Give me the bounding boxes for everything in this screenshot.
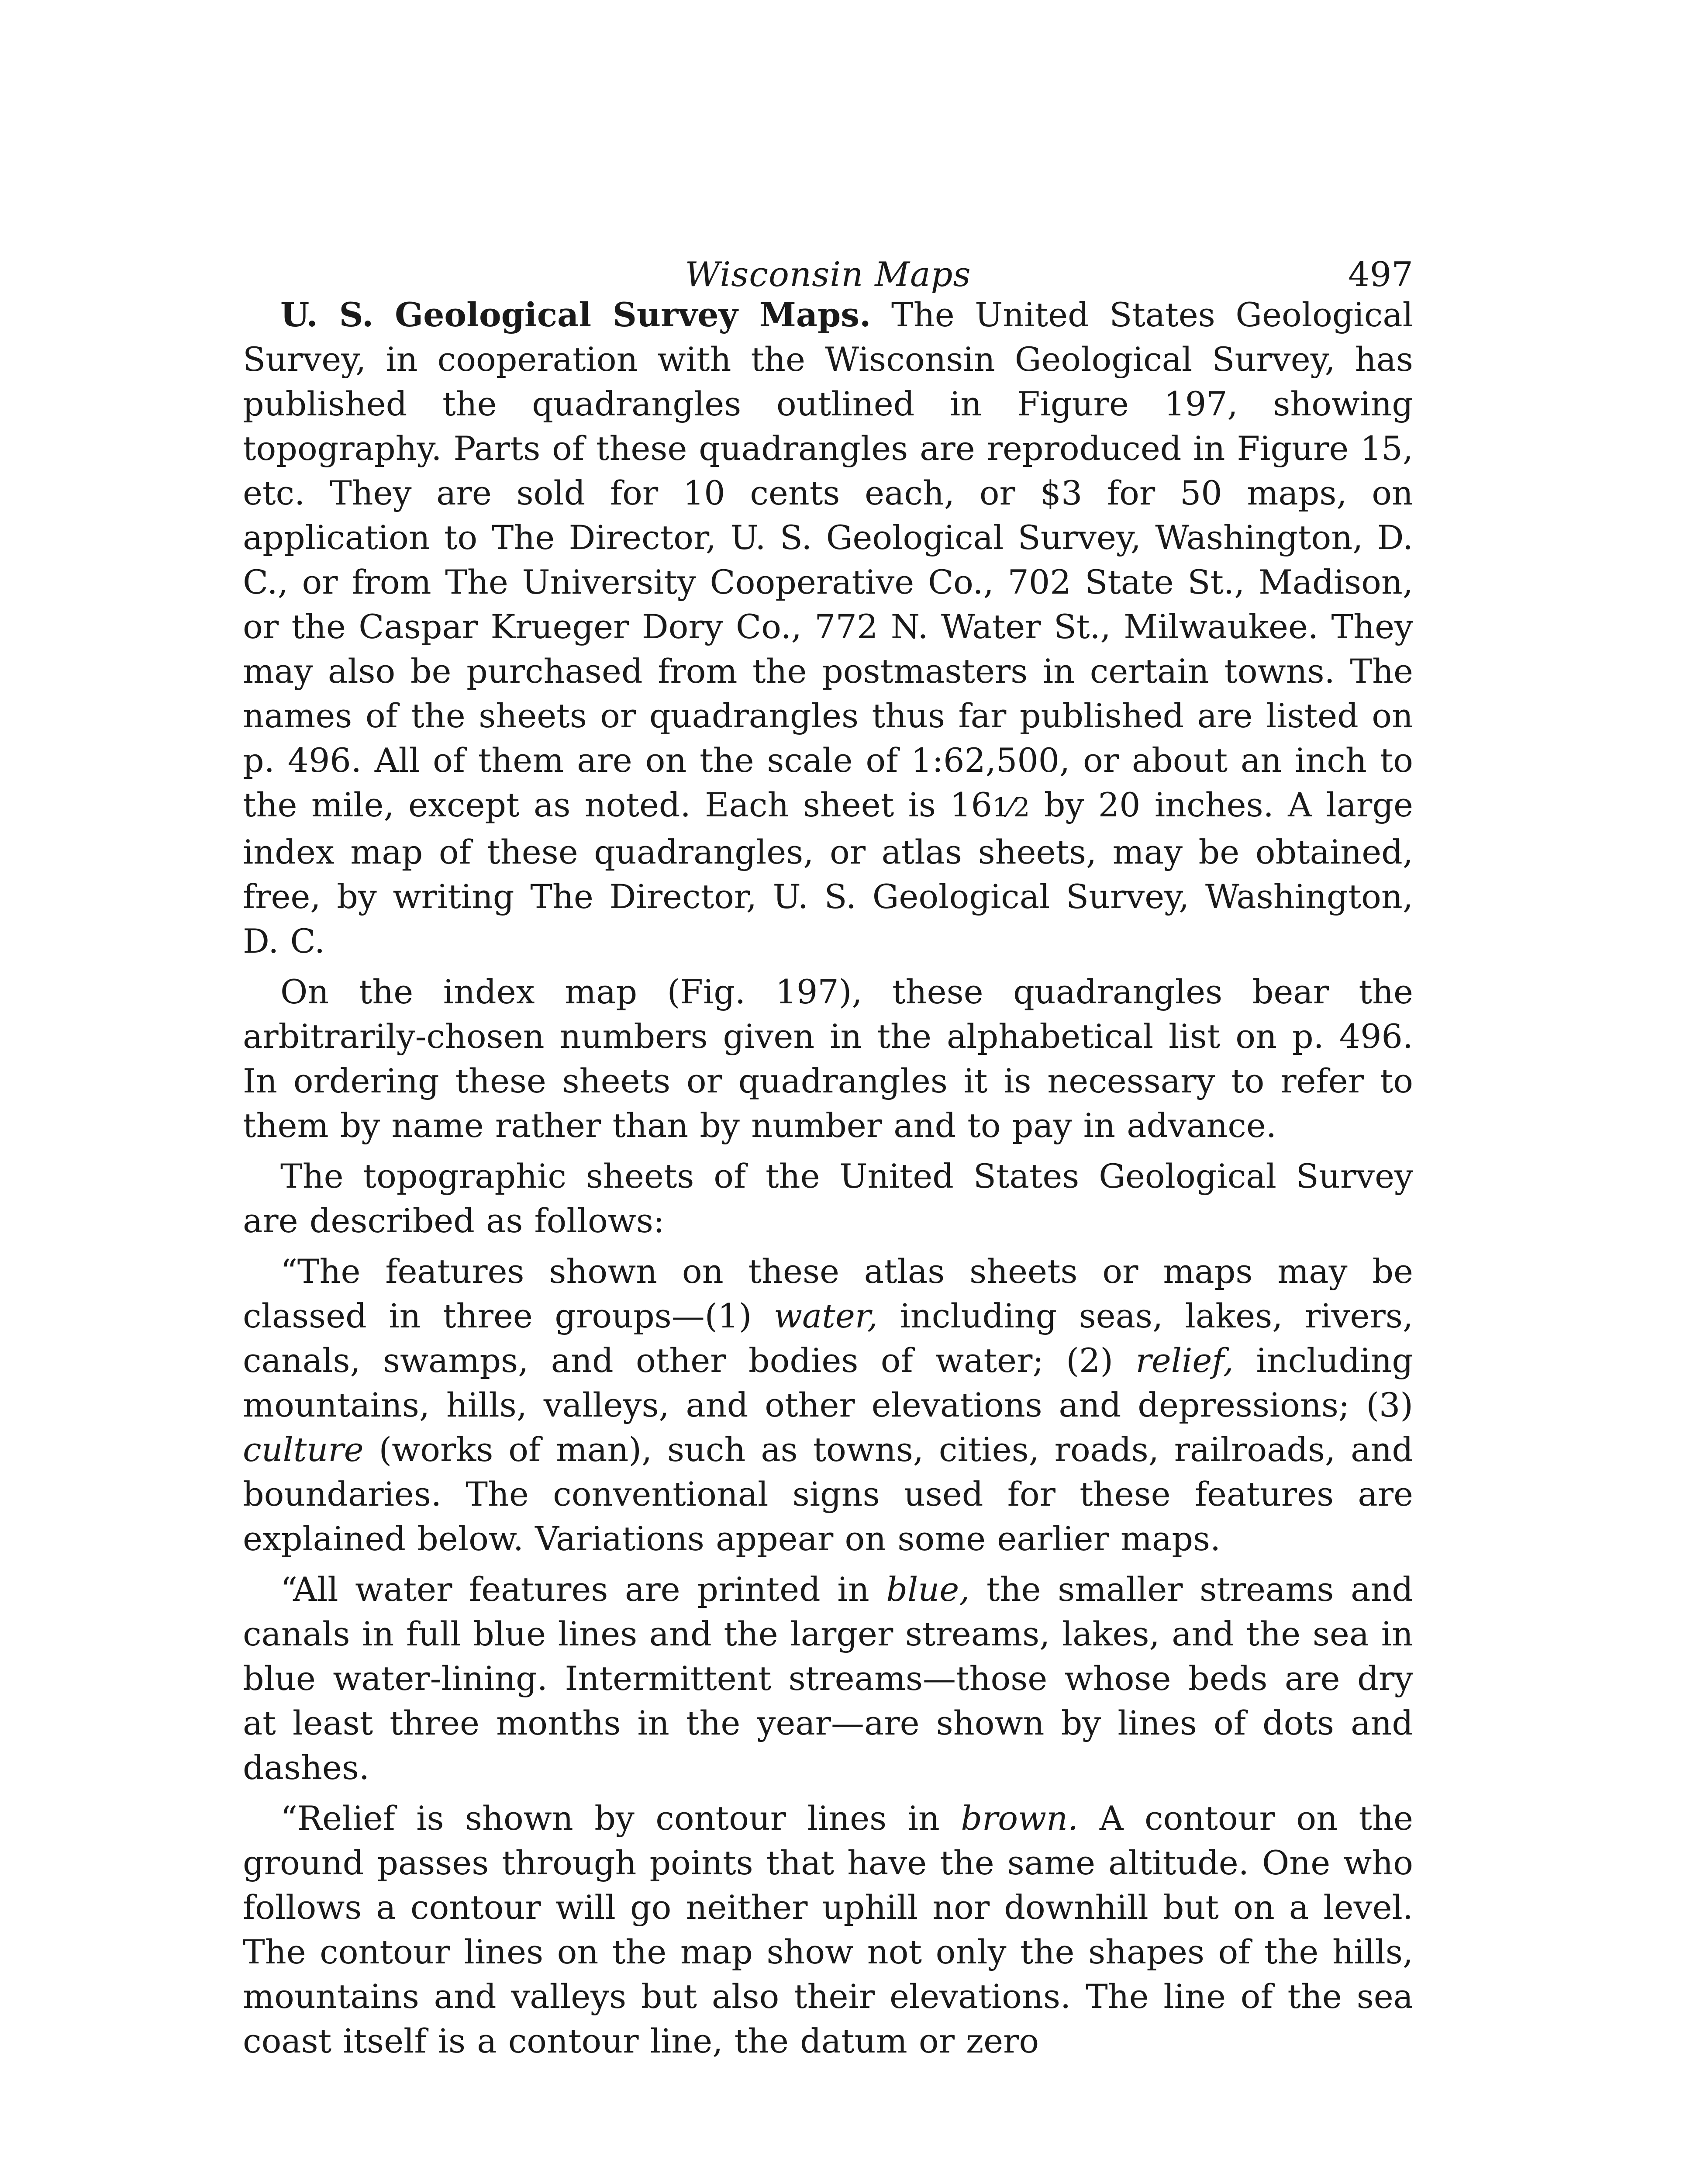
paragraph-topographic-sheets: The topographic sheets of the United States Geological Survey are described as follows: — [243, 1157, 1413, 1240]
paragraph-text: the smaller streams and canals in full blue lines and the larger streams, lakes, and the sea in blue water-lining. Intermittent streams—those whose beds are dry at least three months in the year—are shown by lines of dots and dashes. — [243, 1570, 1413, 1787]
italic-term-blue: blue, — [886, 1570, 970, 1609]
paragraph-relief-quote — [243, 1796, 1413, 2063]
italic-term-relief: relief, — [1135, 1341, 1234, 1380]
fraction-half: 1⁄2 — [992, 792, 1030, 823]
running-title: Wisconsin Maps — [685, 255, 971, 294]
paragraph-text: “Relief is shown by contour lines in — [280, 1799, 961, 1838]
paragraph-text: including mountains, hills, valleys, and other elevations and depressions; (3) — [243, 1341, 1413, 1424]
running-head — [243, 245, 1413, 293]
paragraph-text: “The features shown on these atlas sheets or maps may be classed in three groups—(1) — [243, 1252, 1413, 1335]
paragraph-index-map: On the index map (Fig. 197), these quadrangles bear the arbitrarily-chosen numbers given in the alphabetical list on p. 496. In ordering these sheets or quadrangles it is necessary to refer to them by name rather than by number and to pay in advance. — [243, 972, 1413, 1145]
paragraph-text: by 20 inches. A large index map of these quadrangles, or atlas sheets, may be obtained, free, by writing The Director, U. S. Geological Survey, Washington, D. C. — [243, 785, 1414, 961]
paragraph-text: including seas, lakes, rivers, canals, swamps, and other bodies of water; (2) — [243, 1296, 1413, 1380]
page-number: 497 — [1348, 255, 1413, 294]
italic-term-brown: brown. — [961, 1799, 1079, 1838]
paragraph-features-quote — [243, 1249, 1413, 1561]
paragraph-water-features-quote — [243, 1567, 1413, 1790]
italic-term-water: water, — [773, 1296, 878, 1335]
section-heading: U. S. Geological Survey Maps. — [280, 295, 871, 334]
paragraph-text: The United States Geological Survey, in cooperation with the Wisconsin Geological Survey, has published the quadrangles outlined in Figure 197, showing topography. Parts of these quadrangles are reproduced in Figure 15, etc. They are sold for 10 cents each, or $3 for 50 maps, on application to The Director, U. S. Geological Survey, Washington, D. C., or from The University Cooperative Co., 702 State St., Madison, or the Caspar Krueger Dory Co., 772 N. Water St., Milwaukee. They may also be purchased from the postmasters in certain towns. The names of the sheets or quadrangles thus far published are listed on p. 496. All of them are on the scale of 1:62,500, or about an inch to the mile, except as noted. Each sheet is 16 — [243, 295, 1413, 824]
paragraph-text: “All water features are printed in — [280, 1570, 886, 1609]
paragraph-text: A contour on the ground passes through points that have the same altitude. One who follows a contour will go neither uphill nor downhill but on a level. The contour lines on the map show not only the shapes of the hills, mountains and valleys but also their elevations. The line of the sea coast itself is a contour line, the datum or zero — [243, 1799, 1413, 2060]
paragraph-text: (works of man), such as towns, cities, roads, railroads, and boundaries. The conventional signs used for these features are explained below. Variations appear on some earlier maps. — [243, 1430, 1413, 1558]
book-page — [243, 245, 1413, 2070]
paragraph-geological-survey-maps — [243, 293, 1413, 964]
italic-term-culture: culture — [243, 1430, 364, 1469]
